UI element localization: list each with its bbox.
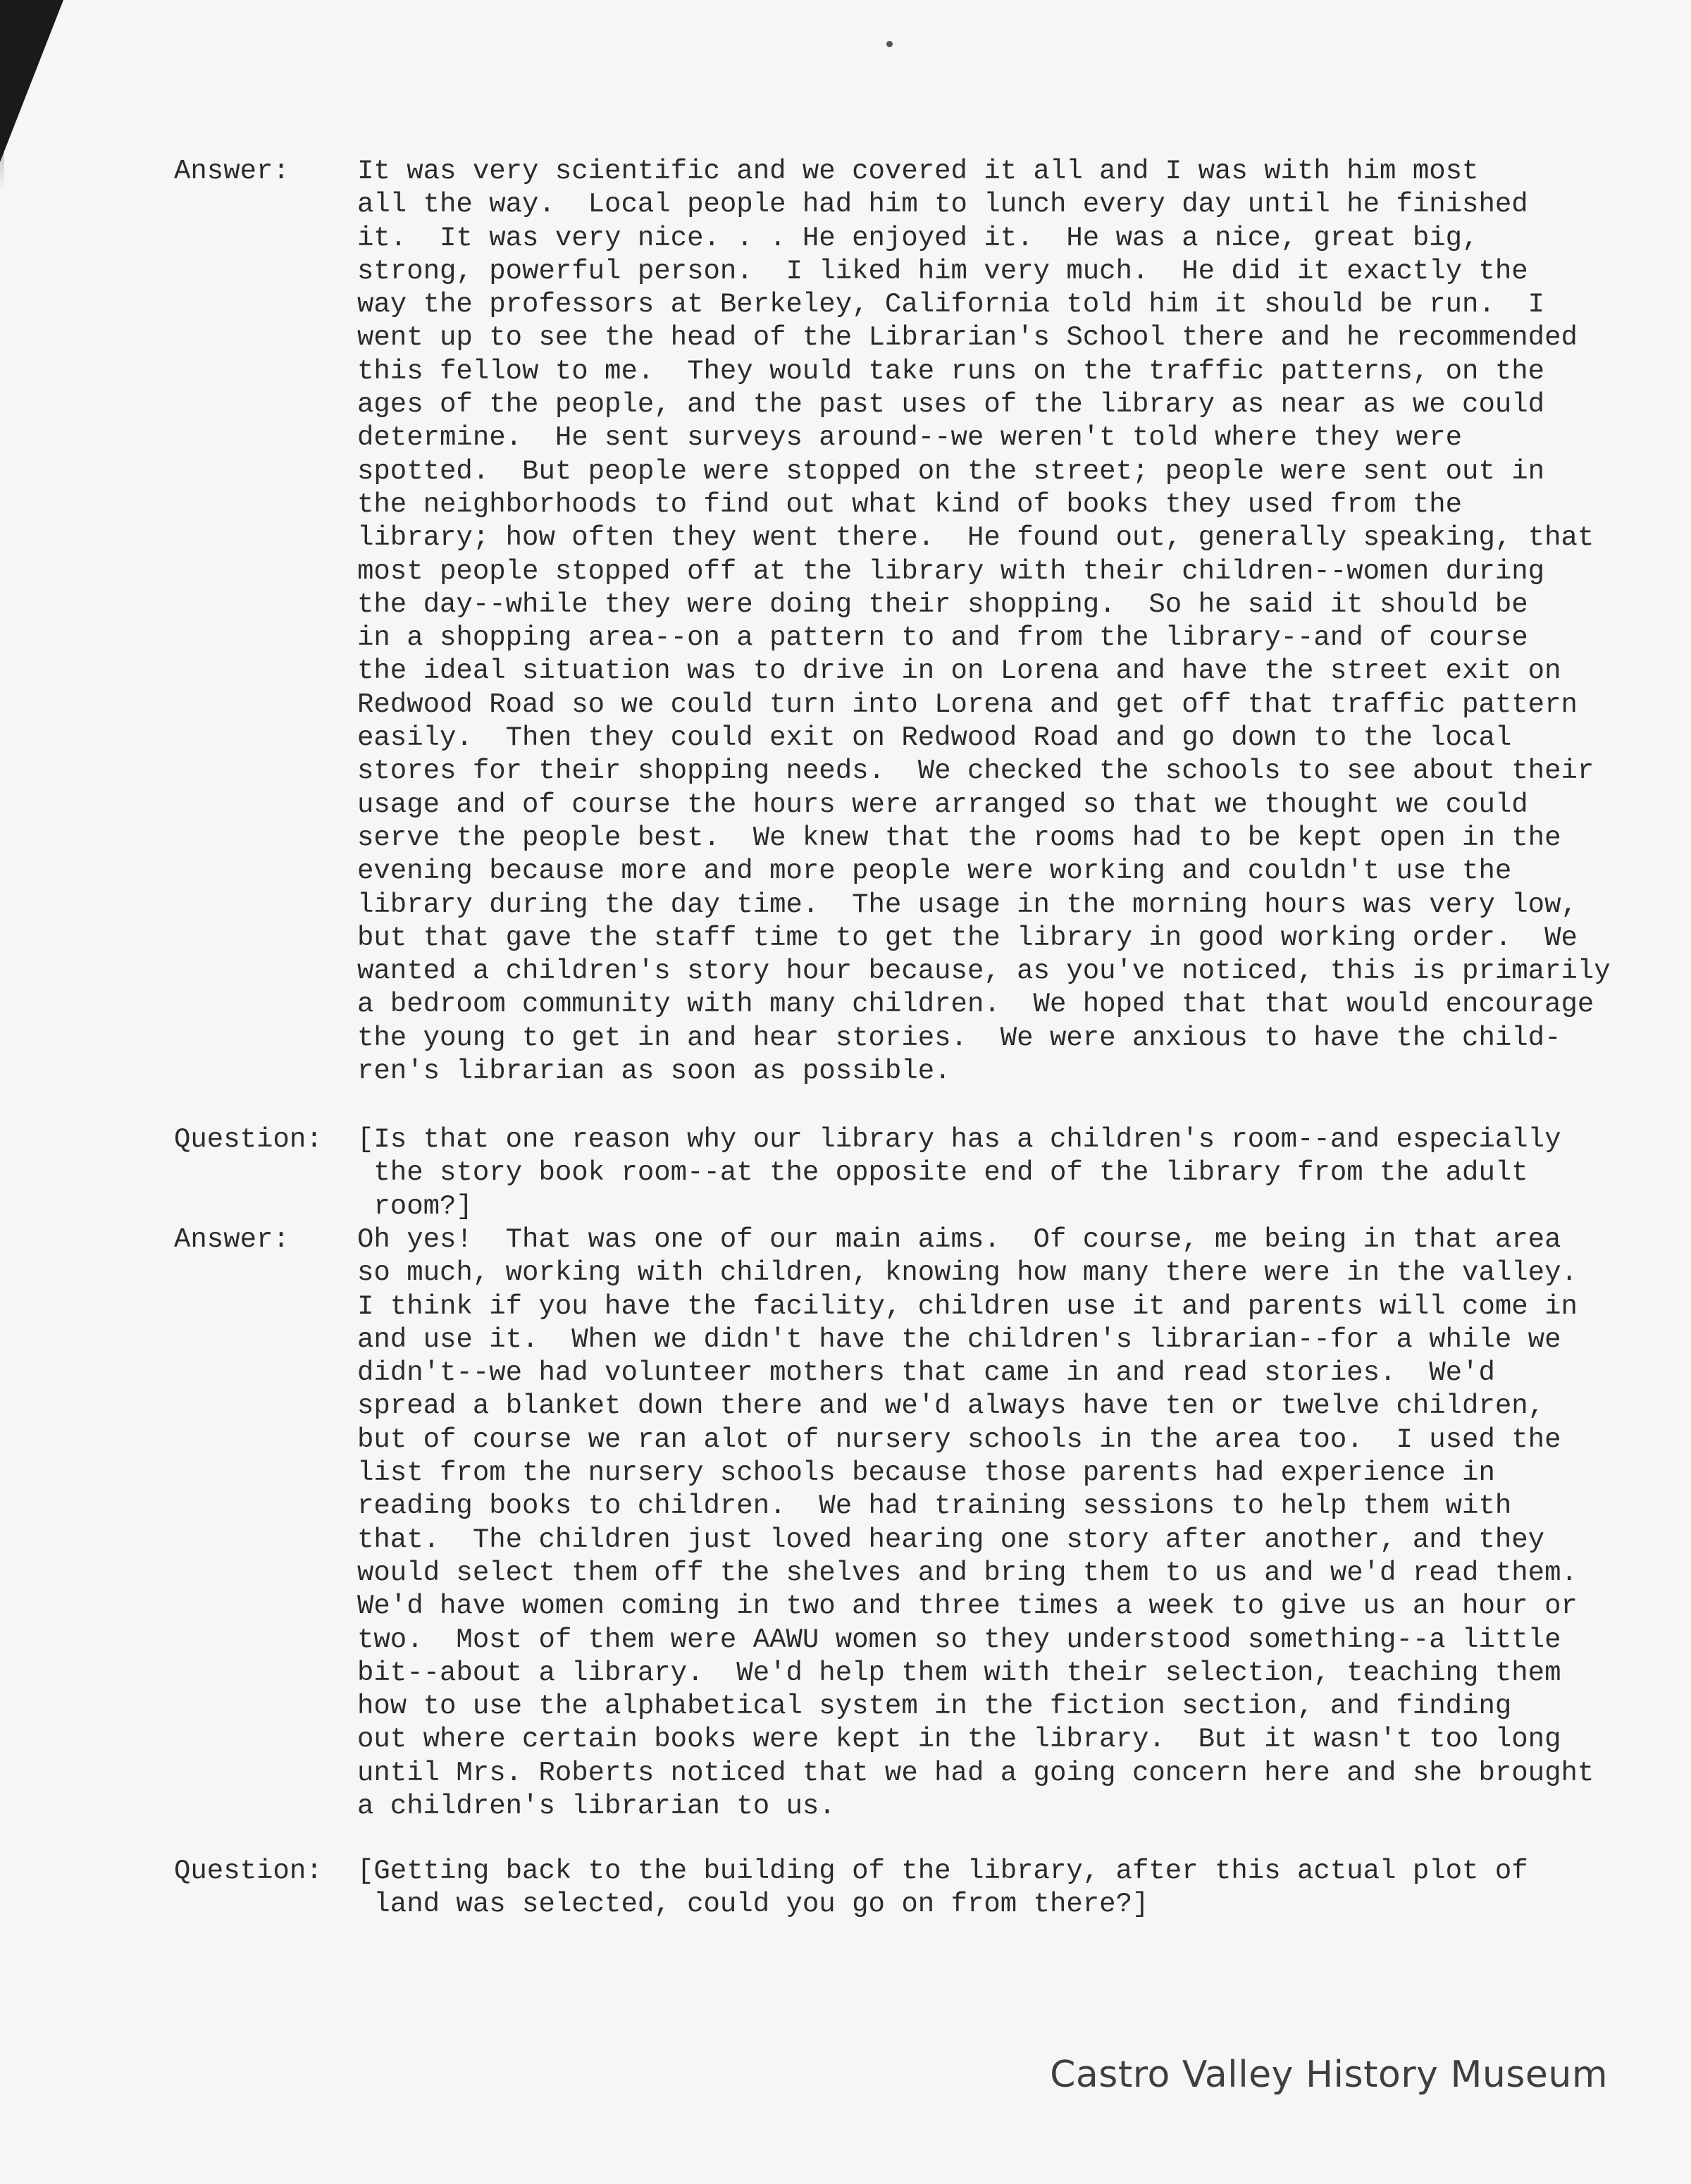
text-line: ren's librarian as soon as possible. xyxy=(357,1056,951,1087)
watermark: Castro Valley History Museum xyxy=(1050,2054,1608,2096)
text-line: determine. He sent surveys around--we weren't told where they were xyxy=(357,422,1463,454)
text-line: I think if you have the facility, children use it and parents will come in xyxy=(357,1290,1578,1322)
text-line: library during the day time. The usage in the morning hours was very low, xyxy=(357,889,1578,920)
paragraph-text xyxy=(357,155,1661,1088)
text-line: library; how often they went there. He found out, generally speaking, that xyxy=(357,522,1594,554)
text-line: a bedroom community with many children. We hoped that that would encourage xyxy=(357,989,1594,1020)
text-line: a children's librarian to us. xyxy=(357,1791,836,1822)
text-line: it. It was very nice. . . He enjoyed it. He was a nice, great big, xyxy=(357,222,1479,254)
page-edge-shadow xyxy=(0,0,4,190)
text-line: how to use the alphabetical system in the fiction section, and finding xyxy=(357,1691,1512,1722)
text-line: so much, working with children, knowing how many there were in the valley. xyxy=(357,1257,1578,1289)
text-line: list from the nursery schools because those parents had experience in xyxy=(357,1457,1495,1489)
text-line: usage and of course the hours were arranged so that we thought we could xyxy=(357,789,1528,820)
text-line: in a shopping area--on a pattern to and from the library--and of course xyxy=(357,622,1528,654)
text-line: two. Most of them were AAWU women so they understood something--a little xyxy=(357,1624,1561,1655)
page-fold-corner xyxy=(0,0,63,162)
text-line: the day--while they were doing their shopping. So he said it should be xyxy=(357,588,1528,620)
text-line: reading books to children. We had training sessions to help them with xyxy=(357,1491,1512,1522)
text-line: but of course we ran alot of nursery schools in the area too. I used the xyxy=(357,1424,1561,1455)
text-line: stores for their shopping needs. We checked the schools to see about their xyxy=(357,755,1594,787)
text-line: most people stopped off at the library with their children--women during xyxy=(357,555,1545,587)
speaker-label: Answer: xyxy=(174,156,290,187)
text-line: strong, powerful person. I liked him very much. He did it exactly the xyxy=(357,255,1528,287)
text-line: spotted. But people were stopped on the street; people were sent out in xyxy=(357,455,1545,487)
text-line: Redwood Road so we could turn into Lorena and get off that traffic pattern xyxy=(357,689,1578,720)
text-line: that. The children just loved hearing one story after another, and they xyxy=(357,1524,1545,1555)
text-line: way the professors at Berkeley, California told him it should be run. I xyxy=(357,289,1545,321)
text-line: We'd have women coming in two and three times a week to give us an hour or xyxy=(357,1591,1578,1622)
text-line: didn't--we had volunteer mothers that came in and read stories. We'd xyxy=(357,1357,1495,1389)
text-line: easily. Then they could exit on Redwood Road and go down to the local xyxy=(357,722,1512,754)
text-line: until Mrs. Roberts noticed that we had a going concern here and she brought xyxy=(357,1757,1594,1789)
text-line: evening because more and more people were working and couldn't use the xyxy=(357,856,1512,887)
speaker-label: Question: xyxy=(174,1856,323,1887)
speaker-label: Answer: xyxy=(174,1224,290,1255)
text-line: but that gave the staff time to get the library in good working order. We xyxy=(357,922,1578,954)
text-line: this fellow to me. They would take runs on the traffic patterns, on the xyxy=(357,355,1545,387)
text-line: land was selected, could you go on from there?] xyxy=(357,1889,1149,1920)
text-line: wanted a children's story hour because, as you've noticed, this is primarily xyxy=(357,956,1611,987)
text-line: the ideal situation was to drive in on Lorena and have the street exit on xyxy=(357,655,1561,687)
paragraph-text xyxy=(357,1223,1661,1823)
text-line: bit--about a library. We'd help them with their selection, teaching them xyxy=(357,1657,1561,1689)
text-line: room?] xyxy=(357,1190,473,1222)
text-line: spread a blanket down there and we'd always have ten or twelve children, xyxy=(357,1390,1545,1422)
text-line: went up to see the head of the Librarian's School there and he recommended xyxy=(357,322,1578,354)
text-line: the story book room--at the opposite end of the library from the adult xyxy=(357,1157,1528,1189)
text-line: would select them off the shelves and bring them to us and we'd read them. xyxy=(357,1557,1578,1588)
paragraph-text xyxy=(357,1123,1661,1223)
text-line: all the way. Local people had him to lunch every day until he finished xyxy=(357,189,1528,221)
text-line: [Is that one reason why our library has a children's room--and especially xyxy=(357,1124,1561,1155)
paragraph-text xyxy=(357,1855,1661,1922)
text-line: and use it. When we didn't have the children's librarian--for a while we xyxy=(357,1324,1561,1355)
text-line: [Getting back to the building of the library, after this actual plot of xyxy=(357,1856,1528,1887)
text-line: out where certain books were kept in the library. But it wasn't too long xyxy=(357,1724,1561,1756)
text-line: the young to get in and hear stories. We were anxious to have the child- xyxy=(357,1022,1561,1054)
speaker-label: Question: xyxy=(174,1124,323,1155)
text-line: serve the people best. We knew that the rooms had to be kept open in the xyxy=(357,822,1561,853)
text-line: It was very scientific and we covered it all and I was with him most xyxy=(357,156,1479,187)
punch-mark xyxy=(886,41,893,47)
text-line: Oh yes! That was one of our main aims. Of course, me being in that area xyxy=(357,1224,1561,1255)
text-line: ages of the people, and the past uses of the library as near as we could xyxy=(357,389,1545,421)
text-line: the neighborhoods to find out what kind of books they used from the xyxy=(357,488,1463,520)
